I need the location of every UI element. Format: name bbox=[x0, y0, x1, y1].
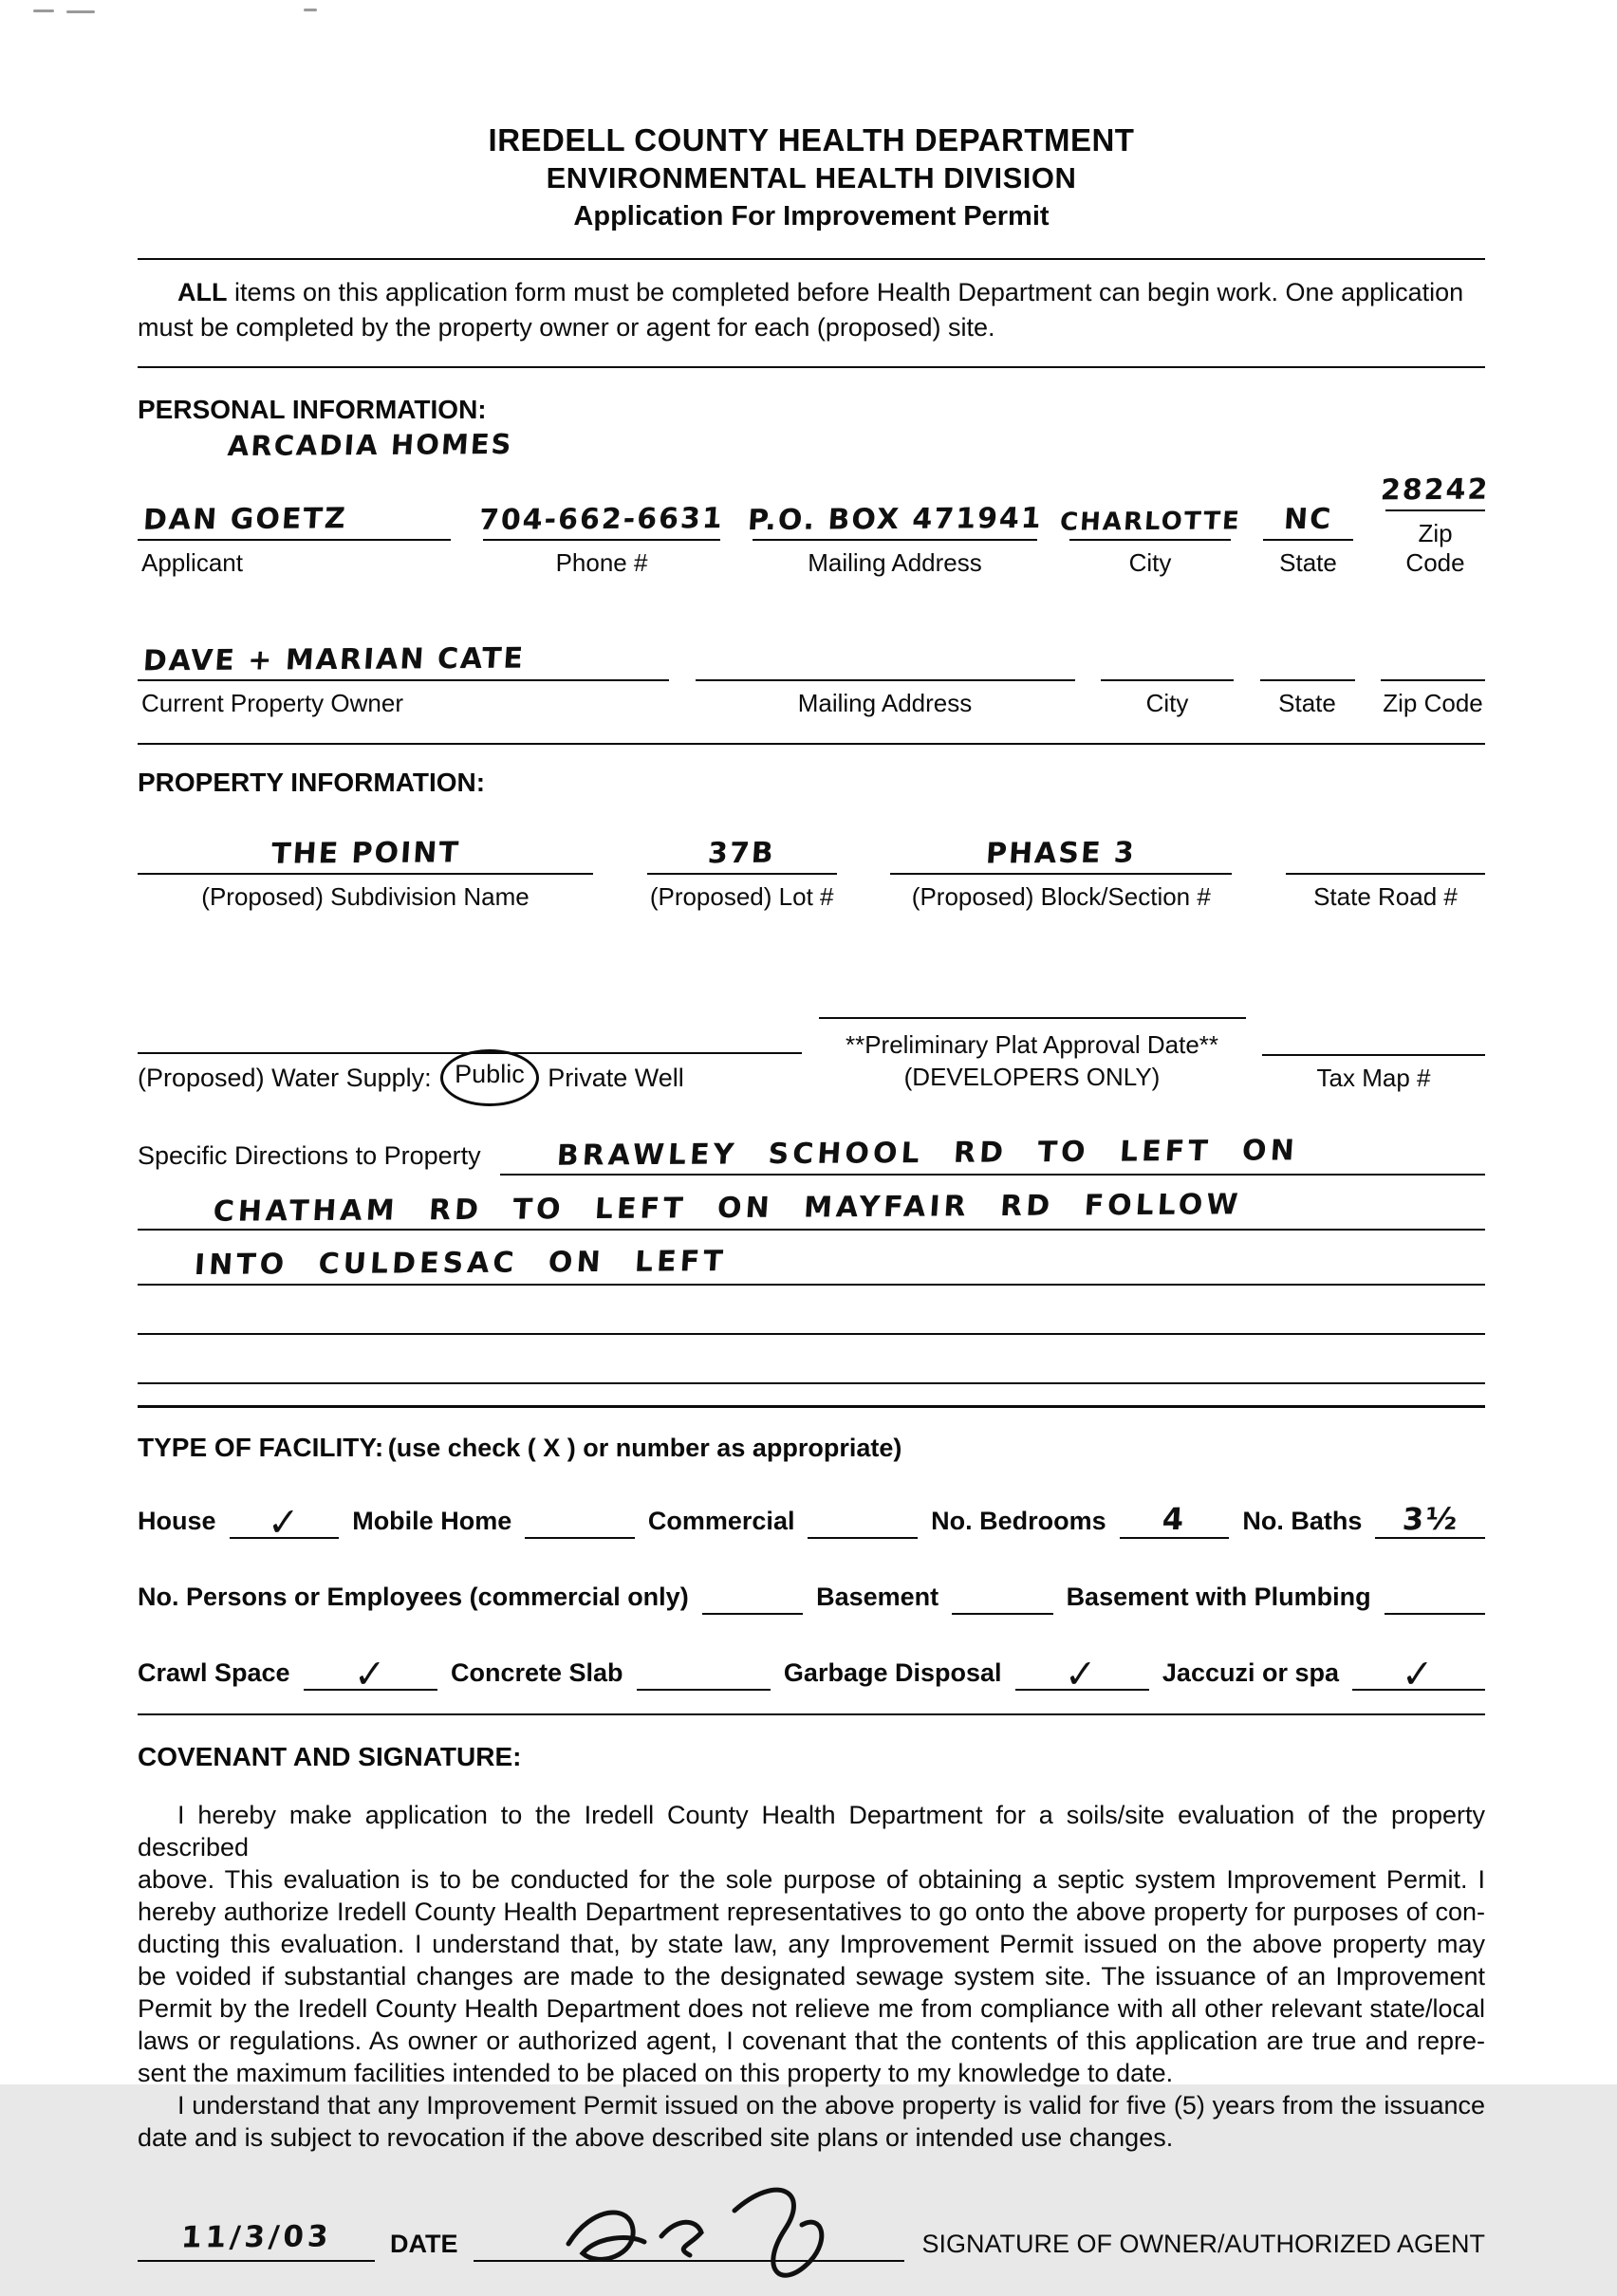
field-owner-city bbox=[1101, 633, 1234, 718]
jaccuzi-blank bbox=[1352, 1647, 1485, 1698]
directions-blank-line bbox=[138, 1286, 1485, 1335]
lot-label: (Proposed) Lot # bbox=[649, 882, 834, 911]
title-line-2: ENVIRONMENTAL HEALTH DIVISION bbox=[546, 161, 1077, 194]
directions-line-3-value: INTO CULDESAC ON LEFT bbox=[193, 1245, 728, 1282]
section-divider bbox=[138, 743, 1485, 745]
commercial-blank bbox=[808, 1495, 918, 1539]
baths-blank bbox=[1375, 1495, 1485, 1539]
signature-field bbox=[474, 2207, 905, 2262]
company-note bbox=[228, 429, 1485, 461]
water-supply-label bbox=[138, 1054, 802, 1093]
covenant-text-line: Permit by the Iredell County Health Department does not relieve me from compliance with all other relevant state/local bbox=[138, 1994, 1485, 2023]
field-subdivision bbox=[138, 826, 593, 912]
date-label: DATE bbox=[390, 2230, 458, 2258]
covenant-text-line: laws or regulations. As owner or authorized agent, I covenant that the contents of this application are true and repre- bbox=[138, 2027, 1485, 2055]
jaccuzi-label: Jaccuzi or spa bbox=[1162, 1658, 1339, 1687]
field-phone bbox=[478, 492, 725, 578]
mailing-address-value: P.O. BOX 471941 bbox=[746, 501, 1044, 538]
field-current-owner bbox=[138, 633, 669, 718]
covenant-paragraph-1 bbox=[138, 1799, 1485, 2154]
commercial-label: Commercial bbox=[647, 1507, 795, 1535]
block-section-label: (Proposed) Block/Section # bbox=[911, 882, 1211, 911]
state-value: NC bbox=[1282, 502, 1334, 537]
owner-mailing-label: Mailing Address bbox=[797, 689, 973, 717]
persons-employees-blank bbox=[702, 1571, 803, 1615]
field-city bbox=[1058, 492, 1242, 578]
current-owner-label: Current Property Owner bbox=[141, 689, 403, 717]
garbage-disposal-label: Garbage Disposal bbox=[783, 1658, 1002, 1687]
facility-row-2 bbox=[138, 1571, 1485, 1615]
owner-state-label: State bbox=[1278, 689, 1336, 717]
city-value: CHARLOTTE bbox=[1058, 507, 1242, 537]
form-content bbox=[138, 121, 1491, 2262]
subdivision-row bbox=[138, 826, 1485, 912]
personal-info-heading: PERSONAL INFORMATION: bbox=[138, 395, 487, 424]
title-line-3: Application For Improvement Permit bbox=[573, 201, 1050, 231]
intro-note bbox=[138, 258, 1485, 368]
house-blank bbox=[230, 1495, 340, 1546]
section-divider bbox=[138, 1713, 1485, 1715]
concrete-slab-label: Concrete Slab bbox=[450, 1658, 623, 1687]
basement-blank bbox=[952, 1571, 1052, 1615]
basement-plumbing-blank bbox=[1385, 1571, 1485, 1615]
jaccuzi-checkmark: ✓ bbox=[1402, 1651, 1436, 1698]
tax-map-label: Tax Map # bbox=[1316, 1064, 1431, 1092]
bedrooms-blank bbox=[1120, 1495, 1230, 1539]
intro-lead-word: ALL bbox=[177, 278, 228, 306]
facility-heading-row bbox=[138, 1433, 1485, 1463]
field-water-supply bbox=[138, 1021, 802, 1093]
phone-label: Phone # bbox=[555, 548, 648, 577]
field-mailing-address bbox=[746, 492, 1044, 578]
mailing-address-label: Mailing Address bbox=[808, 548, 982, 577]
state-label: State bbox=[1279, 548, 1337, 577]
handwritten-signature bbox=[540, 2177, 863, 2296]
intro-text: items on this application form must be completed before Health Department can begin work. One application must be completed by the property owner or agent for each (proposed) site. bbox=[138, 278, 1464, 342]
crawl-space-label: Crawl Space bbox=[138, 1658, 290, 1687]
mobile-home-label: Mobile Home bbox=[352, 1507, 512, 1535]
covenant-heading: COVENANT AND SIGNATURE: bbox=[138, 1742, 522, 1771]
property-owner-row bbox=[138, 633, 1485, 718]
baths-label: No. Baths bbox=[1242, 1507, 1363, 1535]
garbage-disposal-checkmark: ✓ bbox=[1065, 1651, 1100, 1698]
field-lot bbox=[647, 826, 837, 912]
covenant-text-line: date and is subject to revocation if the above described site plans or intended use changes. bbox=[138, 2123, 1174, 2152]
applicant-label: Applicant bbox=[141, 548, 243, 577]
field-tax-map bbox=[1262, 1023, 1485, 1093]
field-owner-zip bbox=[1381, 633, 1485, 718]
facility-heading: TYPE OF FACILITY: bbox=[138, 1433, 384, 1462]
house-label: House bbox=[138, 1507, 216, 1535]
state-road-label: State Road # bbox=[1313, 882, 1458, 911]
title-line-1: IREDELL COUNTY HEALTH DEPARTMENT bbox=[488, 122, 1135, 157]
company-note-value: ARCADIA HOMES bbox=[226, 427, 514, 463]
directions-line-3 bbox=[138, 1231, 1485, 1286]
bedrooms-label: No. Bedrooms bbox=[931, 1507, 1106, 1535]
covenant-text-line: be voided if substantial changes are made to the designated sewage system site. The issuance of an Improvement bbox=[138, 1962, 1485, 1990]
applicant-value: DAN GOETZ bbox=[141, 502, 348, 537]
block-section-value: PHASE 3 bbox=[985, 836, 1138, 871]
field-owner-mailing bbox=[696, 633, 1075, 718]
scan-artifact bbox=[33, 9, 54, 12]
concrete-slab-blank bbox=[637, 1647, 771, 1691]
crawl-space-checkmark: ✓ bbox=[353, 1651, 388, 1698]
developers-only-label: (DEVELOPERS ONLY) bbox=[903, 1063, 1161, 1091]
scan-artifact bbox=[66, 10, 95, 13]
mobile-home-blank bbox=[525, 1495, 635, 1539]
covenant-text-line: hereby authorize Iredell County Health Department representatives to go onto the above property for purposes of con- bbox=[138, 1898, 1485, 1926]
water-supply-prefix: (Proposed) Water Supply: bbox=[138, 1064, 432, 1092]
signature-row bbox=[138, 2207, 1485, 2262]
persons-employees-label: No. Persons or Employees (commercial only) bbox=[138, 1583, 689, 1611]
scan-artifact bbox=[304, 9, 317, 11]
subdivision-label: (Proposed) Subdivision Name bbox=[201, 882, 530, 911]
directions-row bbox=[138, 1134, 1485, 1176]
garbage-disposal-blank bbox=[1015, 1647, 1149, 1698]
water-supply-row bbox=[138, 986, 1485, 1093]
zip-label: Zip Code bbox=[1405, 519, 1465, 577]
house-checkmark: ✓ bbox=[267, 1499, 302, 1546]
date-field bbox=[138, 2220, 375, 2262]
facility-heading-note: (use check ( X ) or number as appropriate) bbox=[387, 1434, 902, 1462]
applicant-row bbox=[138, 463, 1491, 578]
covenant-text-line: I hereby make application to the Iredell County Health Department for a soils/site evaluation of the property described bbox=[138, 1801, 1485, 1861]
directions-line-1 bbox=[500, 1134, 1485, 1176]
city-label: City bbox=[1128, 548, 1172, 577]
field-zip bbox=[1380, 463, 1491, 578]
directions-line-2 bbox=[138, 1176, 1485, 1231]
field-plat-approval-date bbox=[819, 986, 1246, 1093]
zip-value: 28242 bbox=[1380, 472, 1491, 508]
covenant-text-line: sent the maximum facilities intended to be placed on this property to my knowledge to date. bbox=[138, 2059, 1174, 2087]
basement-plumbing-label: Basement with Plumbing bbox=[1066, 1583, 1371, 1611]
facility-row-3 bbox=[138, 1647, 1485, 1698]
directions-line-2-value: CHATHAM RD TO LEFT ON MAYFAIR RD FOLLOW bbox=[212, 1188, 1243, 1229]
date-value: 11/3/03 bbox=[179, 2219, 333, 2255]
signature-label: SIGNATURE OF OWNER/AUTHORIZED AGENT bbox=[921, 2230, 1485, 2258]
doc-header bbox=[138, 121, 1485, 235]
property-info-heading: PROPERTY INFORMATION: bbox=[138, 768, 486, 797]
plat-approval-label: **Preliminary Plat Approval Date** bbox=[845, 1030, 1219, 1059]
covenant-text-line: ducting this evaluation. I understand that, by state law, any Improvement Permit issued on the above property may bbox=[138, 1930, 1485, 1958]
field-block-section bbox=[890, 826, 1232, 912]
owner-city-label: City bbox=[1145, 689, 1189, 717]
water-supply-public-circled: Public bbox=[440, 1049, 539, 1106]
facility-row-1 bbox=[138, 1495, 1485, 1546]
covenant-text-line: I understand that any Improvement Permit issued on the above property is valid for five (5) years from the issuance bbox=[177, 2091, 1485, 2120]
crawl-space-blank bbox=[304, 1647, 437, 1698]
current-owner-value: DAVE + MARIAN CATE bbox=[141, 641, 526, 678]
field-owner-state bbox=[1260, 633, 1355, 718]
phone-value: 704-662-6631 bbox=[478, 502, 725, 537]
field-state bbox=[1263, 492, 1353, 578]
bedrooms-value: 4 bbox=[1162, 1500, 1187, 1538]
water-supply-private-option: Private Well bbox=[548, 1064, 684, 1092]
directions-label: Specific Directions to Property bbox=[138, 1141, 481, 1170]
directions-blank-line bbox=[138, 1335, 1485, 1384]
directions-line-1-value: BRAWLEY SCHOOL RD TO LEFT ON bbox=[555, 1134, 1299, 1173]
section-divider bbox=[138, 1405, 1485, 1408]
owner-zip-label: Zip Code bbox=[1383, 689, 1483, 717]
basement-label: Basement bbox=[816, 1583, 939, 1611]
field-applicant bbox=[138, 492, 451, 578]
field-state-road bbox=[1286, 826, 1485, 912]
baths-value: 3½ bbox=[1401, 1500, 1460, 1538]
lot-value: 37B bbox=[707, 836, 777, 871]
covenant-text-line: above. This evaluation is to be conducted for the sole purpose of obtaining a septic system Improvement Permit. I bbox=[138, 1865, 1485, 1894]
subdivision-value: THE POINT bbox=[270, 836, 461, 871]
